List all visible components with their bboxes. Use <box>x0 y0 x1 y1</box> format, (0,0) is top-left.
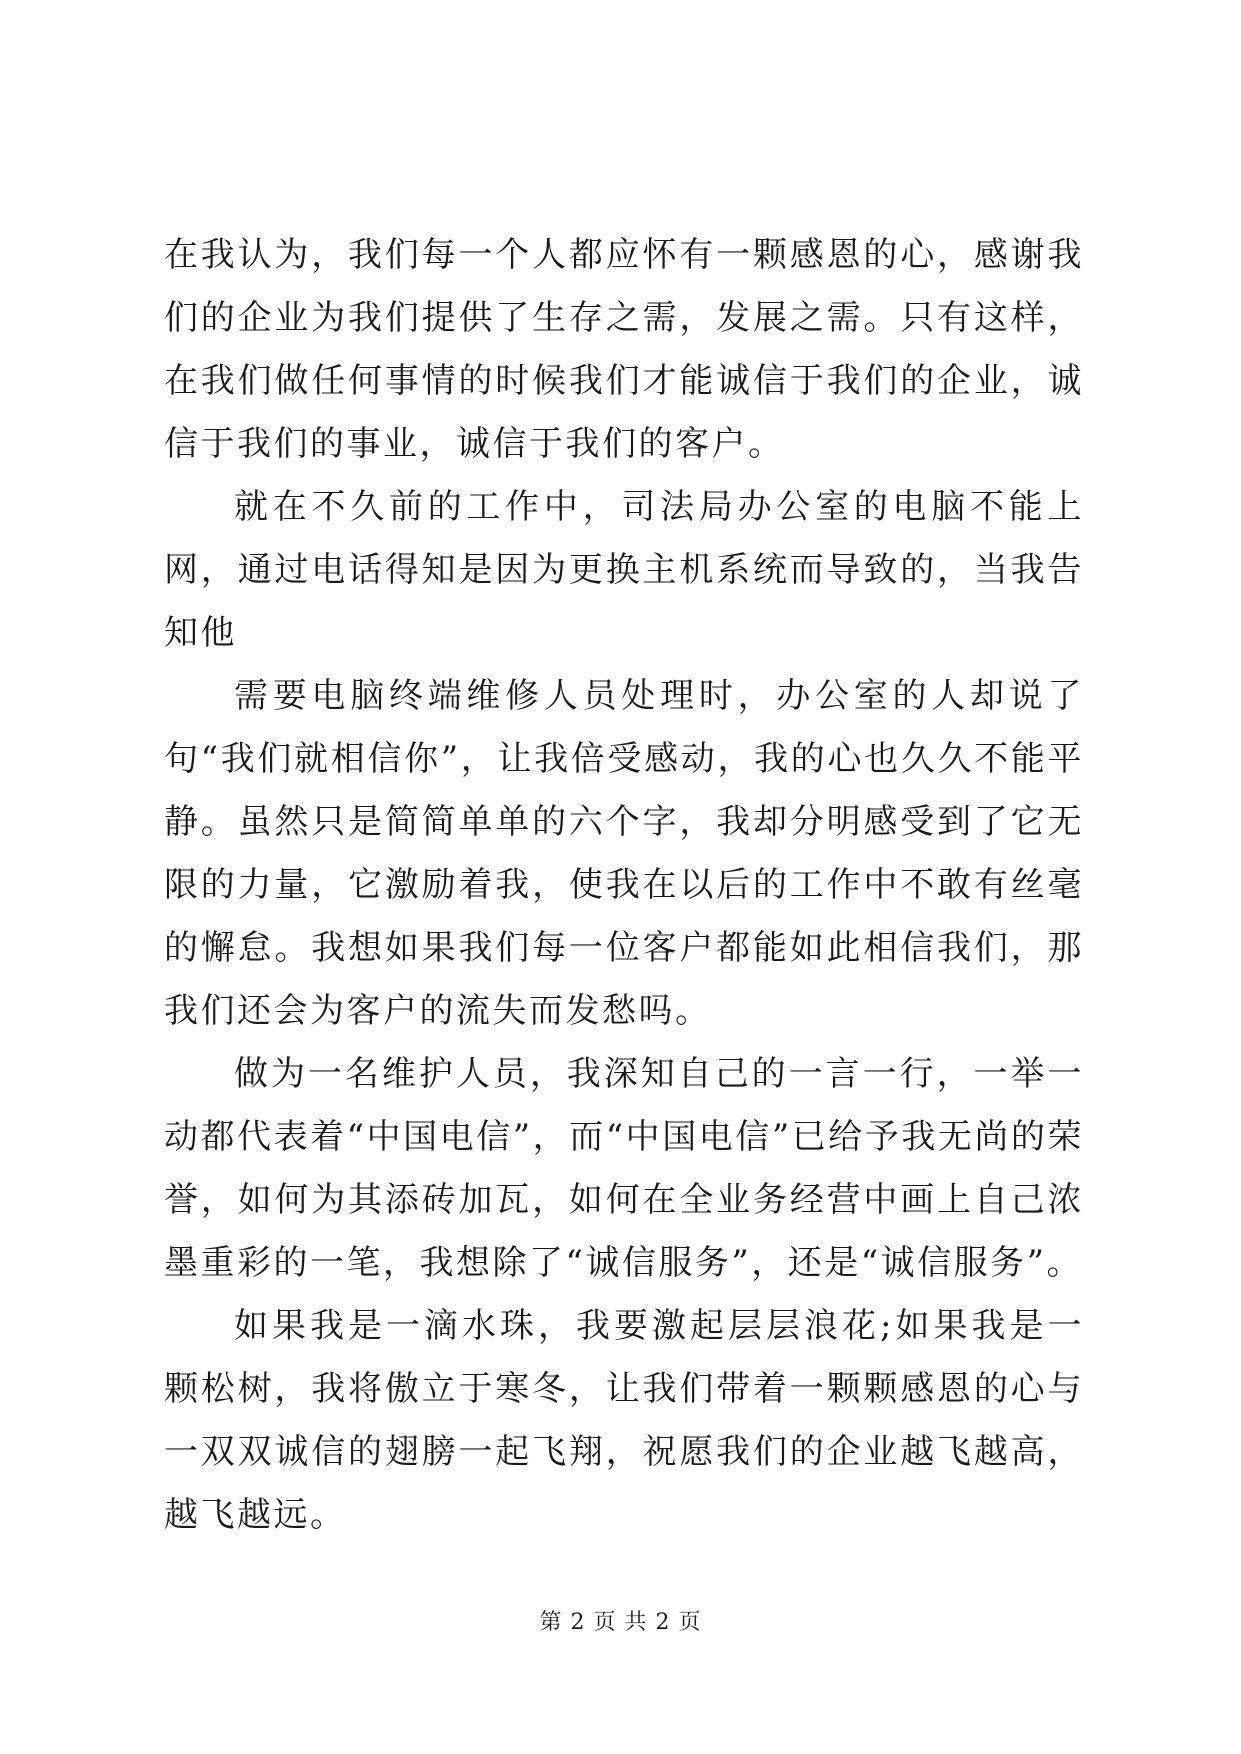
paragraph-1: 在我认为，我们每一个人都应怀有一颗感恩的心，感谢我们的企业为我们提供了生存之需，发展之需。只有这样，在我们做任何事情的时候我们才能诚信于我们的企业，诚信于我们的事业，诚信于我们的客户。 <box>164 235 1084 464</box>
document-body <box>164 224 1084 1547</box>
paragraph-5: 如果我是一滴水珠，我要激起层层浪花;如果我是一颗松树，我将傲立于寒冬，让我们带着一颗颗感恩的心与一双双诚信的翅膀一起飞翔，祝愿我们的企业越飞越高，越飞越远。 <box>164 1306 1084 1535</box>
paragraph-3: 需要电脑终端维修人员处理时，办公室的人却说了句“我们就相信你”，让我倍受感动，我的心也久久不能平静。虽然只是简简单单的六个字，我却分明感受到了它无限的力量，它激励着我，使我在以后的工作中不敢有丝毫的懈怠。我想如果我们每一位客户都能如此相信我们，那我们还会为客户的流失而发愁吗。 <box>164 676 1084 1031</box>
paragraph-4: 做为一名维护人员，我深知自己的一言一行，一举一动都代表着“中国电信”，而“中国电信”已给予我无尚的荣誉，如何为其添砖加瓦，如何在全业务经营中画上自己浓墨重彩的一笔，我想除了“诚信服务”，还是“诚信服务”。 <box>164 1054 1084 1283</box>
page-number-footer: 第 2 页 共 2 页 <box>539 1610 702 1635</box>
paragraph-2: 就在不久前的工作中，司法局办公室的电脑不能上网，通过电话得知是因为更换主机系统而导致的，当我告知他 <box>164 487 1084 653</box>
